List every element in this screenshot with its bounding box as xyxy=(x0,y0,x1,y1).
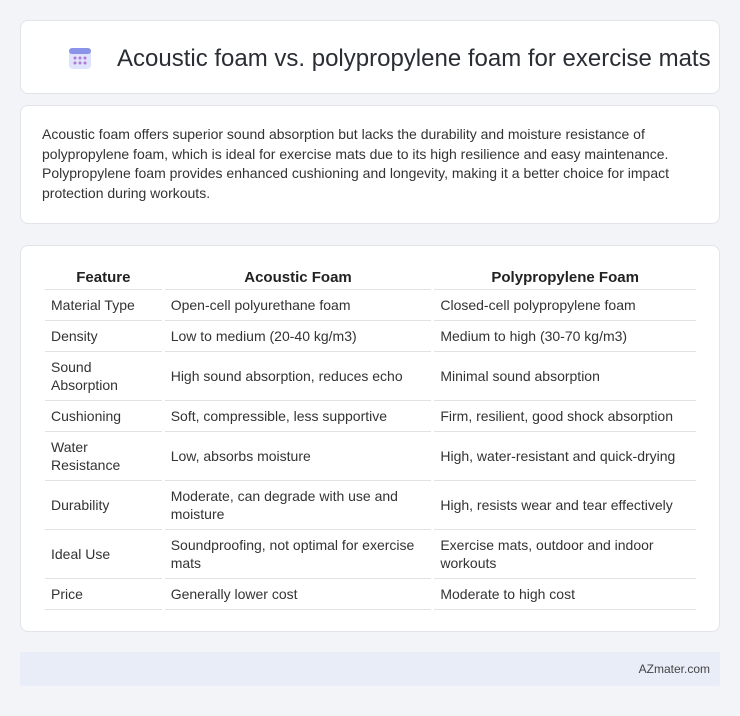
header-feature: Feature xyxy=(45,263,162,290)
page-title: Acoustic foam vs. polypropylene foam for exercise mats xyxy=(117,45,711,72)
row-feature: Sound Absorption xyxy=(45,352,162,401)
row-polypropylene: Minimal sound absorption xyxy=(434,352,696,401)
comparison-table xyxy=(42,263,699,610)
table-row xyxy=(45,579,696,610)
row-feature: Water Resistance xyxy=(45,432,162,481)
footer-bar xyxy=(20,652,720,686)
row-feature: Cushioning xyxy=(45,401,162,432)
row-acoustic: Soft, compressible, less supportive xyxy=(165,401,432,432)
summary-paragraph: Acoustic foam offers superior sound absorption but lacks the durability and moisture resistance of polypropylene foam, which is ideal for exercise mats due to its high resilience and easy maintenance. Polypropylene foam provides enhanced cushioning and longevity, making it a better choice for impact protection during workouts. xyxy=(42,126,669,201)
row-feature: Density xyxy=(45,321,162,352)
title-card xyxy=(20,20,720,94)
table-row xyxy=(45,481,696,530)
row-acoustic: Moderate, can degrade with use and moisture xyxy=(165,481,432,530)
row-polypropylene: Moderate to high cost xyxy=(434,579,696,610)
calendar-icon xyxy=(67,45,93,71)
footer-brand: AZmater.com xyxy=(638,662,710,676)
table-header-row xyxy=(45,263,696,290)
summary-card xyxy=(20,105,720,224)
row-acoustic: Open-cell polyurethane foam xyxy=(165,290,432,321)
row-acoustic: Soundproofing, not optimal for exercise mats xyxy=(165,530,432,579)
row-polypropylene: High, water-resistant and quick-drying xyxy=(434,432,696,481)
row-feature: Price xyxy=(45,579,162,610)
table-row xyxy=(45,321,696,352)
row-polypropylene: High, resists wear and tear effectively xyxy=(434,481,696,530)
row-acoustic: Low to medium (20-40 kg/m3) xyxy=(165,321,432,352)
row-polypropylene: Medium to high (30-70 kg/m3) xyxy=(434,321,696,352)
row-polypropylene: Exercise mats, outdoor and indoor workouts xyxy=(434,530,696,579)
row-acoustic: Generally lower cost xyxy=(165,579,432,610)
row-acoustic: High sound absorption, reduces echo xyxy=(165,352,432,401)
row-feature: Ideal Use xyxy=(45,530,162,579)
comparison-table-card xyxy=(20,245,720,632)
row-feature: Material Type xyxy=(45,290,162,321)
row-polypropylene: Closed-cell polypropylene foam xyxy=(434,290,696,321)
header-acoustic-foam: Acoustic Foam xyxy=(165,263,432,290)
table-row xyxy=(45,401,696,432)
table-row xyxy=(45,530,696,579)
header-polypropylene-foam: Polypropylene Foam xyxy=(434,263,696,290)
row-acoustic: Low, absorbs moisture xyxy=(165,432,432,481)
row-feature: Durability xyxy=(45,481,162,530)
row-polypropylene: Firm, resilient, good shock absorption xyxy=(434,401,696,432)
table-row xyxy=(45,352,696,401)
table-row xyxy=(45,290,696,321)
table-row xyxy=(45,432,696,481)
